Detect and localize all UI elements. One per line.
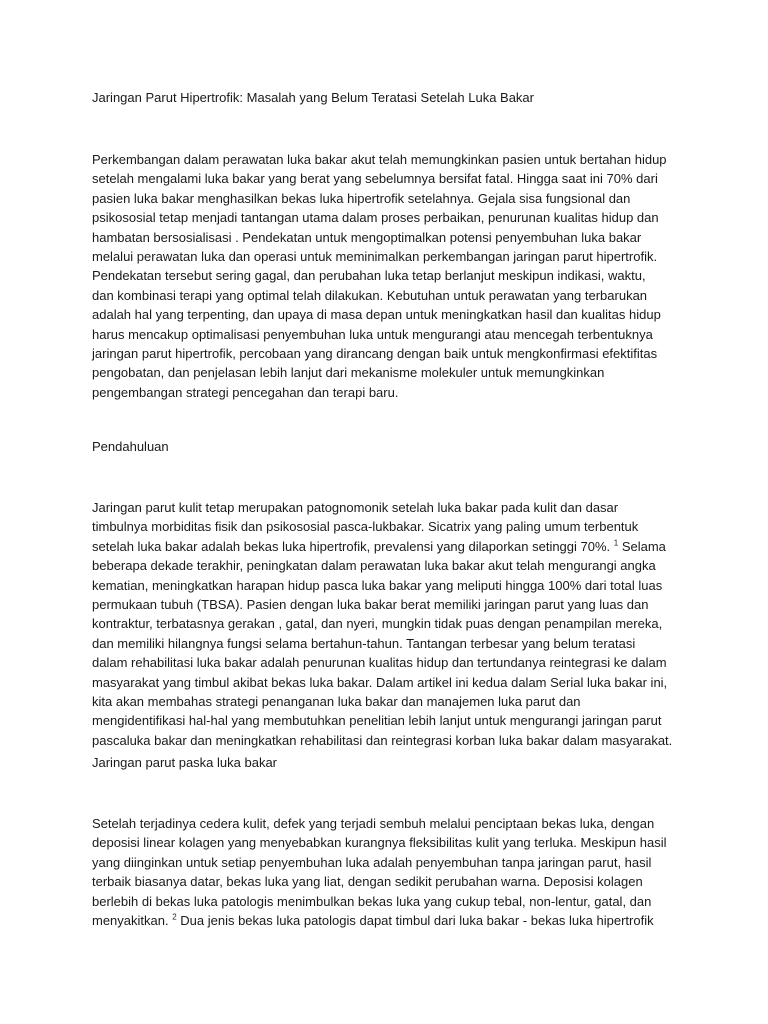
- text-segment: Dua jenis bekas luka patologis dapat timbul dari luka bakar - bekas luka hipertrofik: [176, 913, 654, 929]
- text-line: Setelah terjadinya cedera kulit, defek yang terjadi sembuh melalui penciptaan bekas luka, dengan: [92, 816, 655, 831]
- citation-superscript: 2: [172, 912, 177, 922]
- introduction-paragraph: [92, 498, 682, 750]
- text-line: pascaluka bakar dan meningkatkan rehabilitasi dan reintegrasi korban luka bakar dalam masyarakat.: [92, 732, 673, 748]
- text-line: psikososial tetap menjadi tantangan utama dalam proses perbaikan, penurunan kualitas hidup dan: [92, 210, 659, 226]
- text-line: kontraktur, terbatasnya gerakan , gatal, dan nyeri, mungkin tidak puas dengan penampilan mereka,: [92, 616, 663, 632]
- text-line: Jaringan parut kulit tetap merupakan patognomonik setelah luka bakar pada kulit dan dasar: [92, 500, 619, 515]
- text-line: dalam rehabilitasi luka bakar adalah penurunan kualitas hidup dan tertundanya reintegrasi ke dalam: [92, 655, 667, 671]
- text-line: beberapa dekade terakhir, peningkatan dalam perawatan luka bakar akut telah mengurangi angka: [92, 558, 656, 574]
- burn-scar-paragraph: [92, 814, 682, 930]
- text-line: Perkembangan dalam perawatan luka bakar akut telah memungkinkan pasien untuk bertahan hidup: [92, 152, 667, 167]
- text-line: pasien luka bakar menghasilkan bekas luka hipertrofik setelahnya. Gejala sisa fungsional dan: [92, 190, 631, 206]
- section-heading-introduction: Pendahuluan: [92, 439, 169, 454]
- text-segment: Selama: [618, 538, 666, 554]
- text-line: melalui perawatan luka dan operasi untuk meminimalkan perkembangan jaringan parut hipertrofik.: [92, 249, 658, 265]
- abstract-paragraph: [92, 150, 682, 402]
- text-line: deposisi linear kolagen yang menyebabkan kurangnya fleksibilitas kulit yang terluka. Meskipun hasil: [92, 835, 667, 851]
- text-line: harus mencakup optimalisasi penyembuhan luka untuk mengurangi atau mencegah terbentuknya: [92, 326, 653, 342]
- text-line: berlebih di bekas luka patologis menimbulkan bekas luka yang cukup tebal, non-lentur, gatal, dan: [92, 893, 652, 909]
- text-line: terbaik biasanya datar, bekas luka yang liat, dengan sedikit perubahan warna. Deposisi kolagen: [92, 874, 643, 890]
- text-line: [92, 911, 682, 930]
- text-line: adalah hal yang terpenting, dan upaya di masa depan untuk meningkatkan hasil dan kualitas hidup: [92, 307, 661, 323]
- text-line: dan kombinasi terapi yang optimal telah dilakukan. Kebutuhan untuk perawatan yang terbarukan: [92, 287, 648, 303]
- text-line: timbulnya morbiditas fisik dan psikososial pasca-lukbakar. Sicatrix yang paling umum terbentuk: [92, 519, 639, 535]
- text-line: Pendekatan tersebut sering gagal, dan perubahan luka tetap berlanjut meskipun indikasi, waktu,: [92, 268, 646, 284]
- text-line: jaringan parut hipertrofik, percobaan yang dirancang dengan baik untuk mengkonfirmasi efektifitas: [92, 346, 658, 362]
- text-line: [92, 537, 682, 556]
- text-line: pengembangan strategi pencegahan dan terapi baru.: [92, 384, 399, 400]
- text-line: yang diinginkan untuk setiap penyembuhan luka adalah penyembuhan tanpa jaringan parut, hasil: [92, 854, 652, 870]
- text-line: dan memiliki hilangnya fungsi selama bertahun-tahun. Tantangan terbesar yang belum teratasi: [92, 635, 636, 651]
- text-line: pengobatan, dan penjelasan lebih lanjut dari mekanisme molekuler untuk memungkinkan: [92, 365, 605, 381]
- text-line: permukaan tubuh (TBSA). Pasien dengan luka bakar berat memiliki jaringan parut yang luas dan: [92, 597, 649, 613]
- section-heading-burn-scar: Jaringan parut paska luka bakar: [92, 755, 278, 770]
- text-line: masyarakat yang timbul akibat bekas luka bakar. Dalam artikel ini kedua dalam Serial luka bakar ini,: [92, 674, 668, 690]
- text-line: hambatan bersosialisasi . Pendekatan untuk mengoptimalkan potensi penyembuhan luka bakar: [92, 229, 642, 245]
- citation-superscript: 1: [613, 538, 619, 548]
- text-line: kematian, meningkatkan harapan hidup pasca luka bakar yang meliputi hingga 100% dari total luas: [92, 577, 663, 593]
- document-title: Jaringan Parut Hipertrofik: Masalah yang Belum Teratasi Setelah Luka Bakar: [92, 90, 534, 105]
- text-line: setelah mengalami luka bakar yang berat yang sebelumnya bersifat fatal. Hingga saat ini 70% dari: [92, 171, 658, 187]
- text-line: mengidentifikasi hal-hal yang membutuhkan penelitian lebih lanjut untuk mengurangi jaringan parut: [92, 713, 662, 729]
- text-segment: setelah luka bakar adalah bekas luka hipertrofik, prevalensi yang dilaporkan setinggi 70%.: [92, 538, 614, 554]
- text-segment: menyakitkan.: [92, 913, 173, 929]
- text-line: kita akan membahas strategi penanganan luka bakar dan manajemen luka parut dan: [92, 694, 581, 710]
